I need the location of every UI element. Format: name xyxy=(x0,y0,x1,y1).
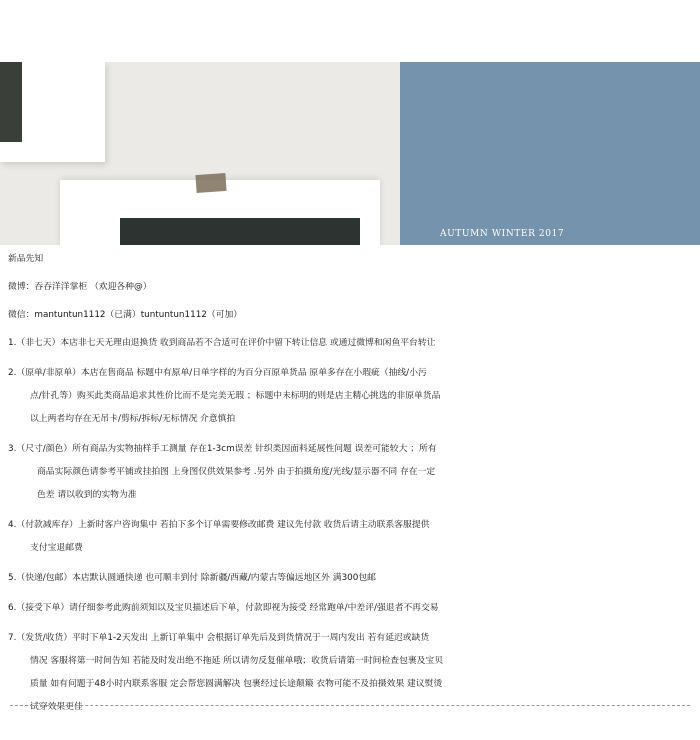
weibo-line: 微博：吞吞洋洋掌柜 （欢迎各种@） xyxy=(8,282,152,292)
notice-item-1: 1.（非七天）本店非七天无理由退换货 收到商品若不合适可在评价中留下转让信息 或通过微博和闲鱼平台转让 xyxy=(8,338,436,348)
notice-item-5: 5.（快递/包邮）本店默认圆通快递 也可顺丰到付 除新疆/西藏/内蒙古等偏远地区外 满300包邮 xyxy=(8,573,376,583)
notice-heading: 新品先知 xyxy=(8,254,44,264)
notice-item-6: 6.（接受下单）请仔细参考此购前须知以及宝贝描述后下单，付款即视为接受 经常跑单/中差评/强退者不再交易 xyxy=(8,603,439,613)
pinned-photo-top xyxy=(0,62,105,162)
banner-photo xyxy=(0,62,400,245)
hero-banner xyxy=(0,62,700,245)
notice-item-4: 4.（付款减库存）上新时客户咨询集中 若拍下多个订单需要修改邮费 建议先付款 收货后请主动联系客服提供 支付宝退邮费 xyxy=(8,520,430,553)
notice-item-7: 7.（发货/收货）平时下单1-2天发出 上新订单集中 会根据订单先后及到货情况于一周内发出 若有延迟或缺货 情况 客服将第一时间告知 若能及时发出绝不拖延 所以请勿反复催单哦；收货后请第一时间检查包裹及宝贝 质量 如有问题于48小时内联系客服 定会帮您圆满解决 包裹经过长途颠簸 衣物可能不及拍摄效果 建议熨烫 试穿效果更佳 xyxy=(8,633,444,712)
notice-item-3: 3.（尺寸/颜色）所有商品为实物抽样手工测量 存在1-3cm误差 针织类因面料延展性问题 误差可能较大 ；所有 商品实际颜色请参考平铺或挂拍图 上身图仅供效果参考 .另外 由于拍摄角度/光线/显示器不同 存在一定 色差 请以收到的实物为准 xyxy=(8,444,437,500)
banner-color-panel xyxy=(400,62,700,245)
banner-caption: AUTUMN WINTER 2017 xyxy=(440,229,565,239)
notice-section xyxy=(0,248,700,719)
dashed-divider xyxy=(10,705,690,706)
notice-item-2: 2.（原单/非原单）本店在售商品 标题中有原单/日单字样的为百分百原单货品 原单多存在小瑕疵（抽线/小污 点/针孔等）购买此类商品追求其性价比而不是完美无瑕 ；标题中未标明的则是店主精心挑选的非原单货品 以上两者均存在无吊卡/剪标/拆标/无标情况 介意慎拍 xyxy=(8,368,441,424)
tape-strip xyxy=(195,173,226,193)
wechat-line: 微信：mantuntun1112（已满）tuntuntun1112（可加） xyxy=(8,310,243,320)
